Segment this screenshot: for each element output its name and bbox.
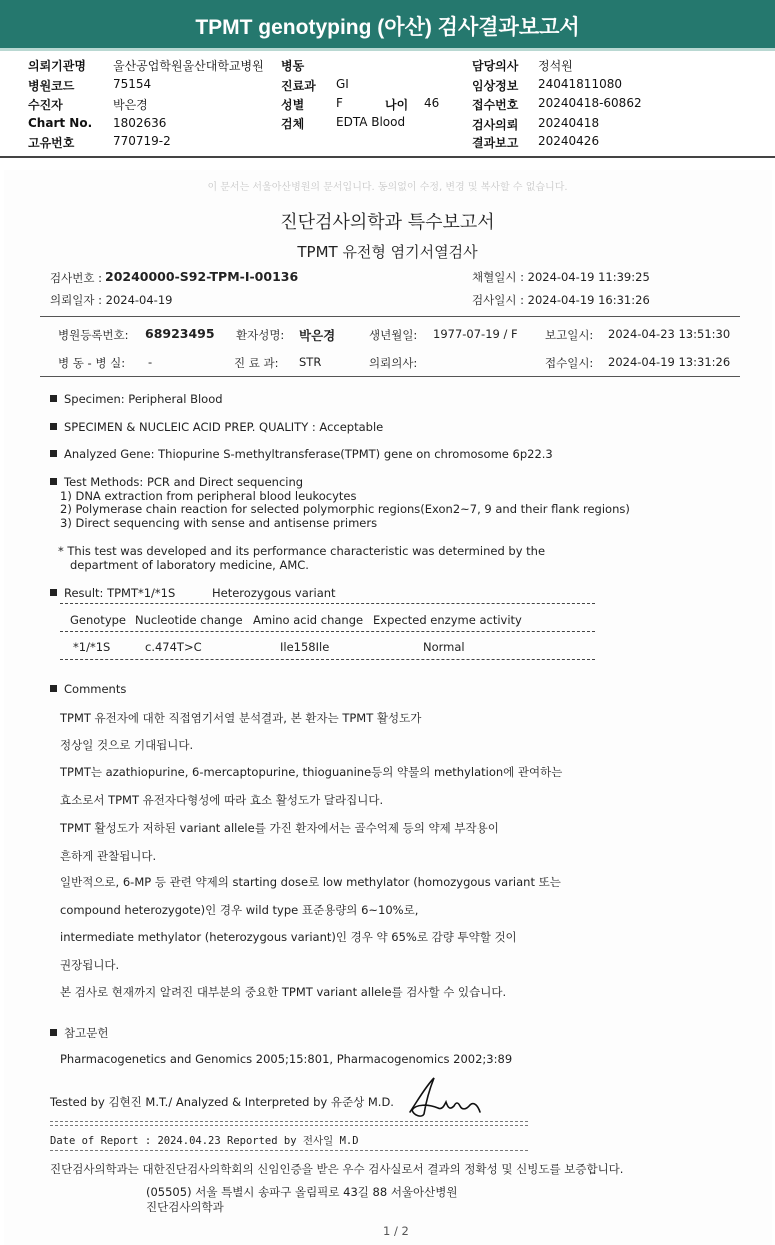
comment-line: TPMT 활성도가 저하된 variant allele를 가진 환자에서는 골수억제 등의 약제 부작용이	[60, 821, 499, 835]
comment-line: intermediate methylator (heterozygous variant)인 경우 약 65%로 감량 투약할 것이	[60, 930, 517, 944]
report-header-title: TPMT genotyping (아산) 검사결과보고서	[195, 16, 580, 39]
col-genotype-header: Genotype	[70, 613, 127, 627]
dept-label-report: 진 료 과:	[234, 356, 279, 370]
patient-name-label: 환자성명:	[236, 328, 285, 342]
method-item: 2) Polymerase chain reaction for selected polymorphic regions(Exon2~7, 9 and their flank regions)	[60, 502, 630, 516]
test-datetime: 검사일시 : 2024-04-19 16:31:26	[472, 293, 650, 307]
unique-no-label: 고유번호	[28, 136, 75, 150]
comment-line: 일반적으로, 6-MP 등 관련 약제의 starting dose로 low methylator (homozygous variant 또는	[60, 875, 561, 889]
comment-line: 본 검사로 현재까지 알려진 대부분의 중요한 TPMT variant allele를 검사할 수 있습니다.	[60, 985, 507, 999]
watermark-text: 이 문서는 서울아산병원의 문서입니다. 동의없이 수정, 변경 및 복사할 수 없습니다.	[207, 182, 568, 193]
comments-title: Comments	[64, 682, 127, 696]
date-of-report: Date of Report : 2024.04.23 Reported by 전사일 M.D	[50, 1135, 359, 1147]
dob-value: 1977-07-19 / F	[433, 327, 518, 341]
dob-label: 생년월일:	[369, 328, 418, 342]
hospital-department: 진단검사의학과	[146, 1200, 224, 1214]
doctor-value: 정석원	[538, 59, 573, 73]
section-divider	[0, 156, 775, 158]
header-separator	[0, 48, 775, 51]
dept-label: 진료과	[281, 79, 316, 93]
specimen-label: 검체	[281, 117, 305, 131]
result-genotype-cell: *1/*1S	[73, 640, 111, 654]
result-table-mid-rule	[60, 631, 595, 632]
receipt-no-value: 20240418-60862	[538, 96, 642, 110]
comment-line: 흔하게 관찰됩니다.	[60, 849, 157, 863]
institution-label: 의뢰기관명	[28, 59, 86, 73]
comments-heading	[50, 682, 126, 696]
report-header-bar	[0, 0, 775, 48]
quality-text: SPECIMEN & NUCLEIC ACID PREP. QUALITY : Acceptable	[64, 420, 384, 434]
references-heading	[50, 1025, 108, 1041]
signature-rule-2	[50, 1125, 528, 1126]
institution-value: 울산공업학원울산대학교병원	[113, 59, 264, 73]
references-text: Pharmacogenetics and Genomics 2005;15:801, Pharmacogenomics 2002;3:89	[60, 1052, 513, 1066]
method-note-line-1: * This test was developed and its performance characteristic was determined by the	[58, 544, 546, 558]
report-subtitle: TPMT 유전형 염기서열검사	[297, 243, 478, 261]
ward-room-value: -	[148, 355, 153, 369]
hospital-code-value: 75154	[113, 77, 152, 91]
method-item: 3) Direct sequencing with sense and antisense primers	[60, 516, 378, 530]
method-note-line-2: department of laboratory medicine, AMC.	[70, 558, 309, 572]
result-status: Heterozygous variant	[212, 586, 336, 600]
sex-label: 성별	[281, 98, 305, 112]
comment-line: TPMT는 azathiopurine, 6-mercaptopurine, thioguanine등의 약물의 methylation에 관여하는	[60, 765, 563, 779]
recipient-value: 박은경	[113, 98, 148, 112]
clinical-info-label: 임상정보	[472, 79, 519, 93]
receipt-time-value: 2024-04-19 13:31:26	[608, 355, 731, 369]
comment-line: 권장됩니다.	[60, 958, 120, 972]
result-table-bottom-rule	[60, 659, 595, 660]
result-nucleotide-cell: c.474T>C	[145, 640, 202, 654]
patient-name-value: 박은경	[299, 328, 336, 343]
collect-datetime: 채혈일시 : 2024-04-19 11:39:25	[472, 270, 650, 284]
hospital-code-label: 병원코드	[28, 79, 75, 93]
clinical-info-value: 24041811080	[538, 77, 622, 91]
info-box-top-rule	[40, 316, 740, 317]
dept-value: GI	[336, 77, 349, 91]
result-table-top-rule	[60, 603, 595, 604]
sex-value: F	[336, 96, 343, 110]
ward-room-label: 병 동 - 병 실:	[58, 356, 126, 370]
quality-line	[50, 420, 383, 434]
comment-line: 정상일 것으로 기대됩니다.	[60, 738, 194, 752]
result-line	[50, 586, 175, 600]
specimen-line	[50, 392, 223, 406]
gene-line	[50, 447, 553, 461]
recipient-label: 수진자	[28, 98, 63, 112]
request-label: 검사의뢰	[472, 118, 519, 132]
report-title: 진단검사의학과 특수보고서	[280, 212, 495, 233]
unique-no-value: 770719-2	[113, 134, 171, 148]
request-date-value: 20240418	[538, 116, 600, 130]
doctor-label: 담당의사	[472, 59, 519, 73]
col-nucleotide-header: Nucleotide change	[135, 613, 243, 627]
col-enzyme-header: Expected enzyme activity	[373, 613, 522, 627]
methods-line	[50, 475, 303, 489]
test-no-value: 20240000-S92-TPM-I-00136	[105, 269, 299, 284]
reg-no-value: 68923495	[145, 326, 215, 341]
reg-no-label: 병원등록번호:	[58, 328, 129, 342]
signature-rule-3	[50, 1150, 528, 1151]
comment-line: 효소로서 TPMT 유전자다형성에 따라 효소 활성도가 달라집니다.	[60, 793, 384, 807]
col-amino-acid-header: Amino acid change	[253, 613, 364, 627]
report-time-label: 보고일시:	[545, 328, 594, 342]
report-label: 결과보고	[472, 136, 519, 150]
requesting-doctor-label: 의뢰의사:	[369, 356, 418, 370]
specimen-text: Specimen: Peripheral Blood	[64, 392, 223, 406]
request-date: 의뢰일자 : 2024-04-19	[50, 293, 173, 307]
hospital-address: (05505) 서울 특별시 송파구 올림픽로 43길 88 서울아산병원	[146, 1185, 458, 1199]
specimen-value: EDTA Blood	[336, 115, 406, 129]
signature-image	[404, 1072, 484, 1124]
result-genotype: Result: TPMT*1/*1S	[64, 586, 176, 600]
ward-label: 병동	[281, 59, 305, 73]
age-value: 46	[424, 96, 440, 110]
method-item: 1) DNA extraction from peripheral blood leukocytes	[60, 489, 357, 503]
signature-rule-1	[50, 1121, 528, 1122]
chart-no-label: Chart No.	[28, 116, 93, 130]
gene-text: Analyzed Gene: Thiopurine S-methyltransferase(TPMT) gene on chromosome 6p22.3	[64, 447, 553, 461]
comment-line: TPMT 유전자에 대한 직접염기서열 분석결과, 본 환자는 TPMT 활성도가	[60, 711, 422, 725]
info-box-bottom-rule	[40, 376, 740, 377]
test-no-label: 검사번호 :	[50, 271, 102, 285]
receipt-time-label: 접수일시:	[545, 356, 594, 370]
report-date-value: 20240426	[538, 134, 600, 148]
age-label: 나이	[385, 98, 409, 112]
references-title: 참고문헌	[64, 1026, 109, 1040]
comment-line: compound heterozygote)인 경우 wild type 표준용량의 6~10%로,	[60, 903, 419, 917]
result-amino-acid-cell: Ile158Ile	[280, 640, 330, 654]
result-enzyme-cell: Normal	[423, 640, 465, 654]
report-time-value: 2024-04-23 13:51:30	[608, 327, 731, 341]
receipt-no-label: 접수번호	[472, 98, 519, 112]
dept-value-report: STR	[299, 355, 322, 369]
tested-by-line: Tested by 김현진 M.T./ Analyzed & Interpreted by 유준상 M.D.	[50, 1095, 394, 1109]
methods-title: Test Methods: PCR and Direct sequencing	[64, 475, 304, 489]
certification-statement: 진단검사의학과는 대한진단검사의학회의 신임인증을 받은 우수 검사실로서 결과의 정확성 및 신빙도를 보증합니다.	[50, 1162, 624, 1176]
chart-no-value: 1802636	[113, 116, 167, 130]
page-number: 1 / 2	[383, 1224, 409, 1238]
